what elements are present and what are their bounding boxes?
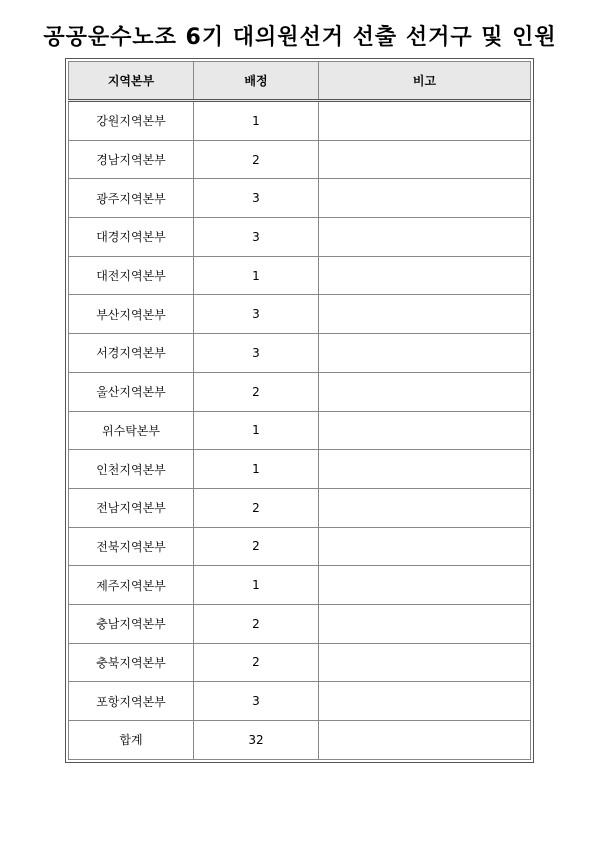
region-cell: 합계 <box>69 721 194 760</box>
allocation-table <box>68 61 531 760</box>
count-cell: 2 <box>194 140 319 179</box>
note-cell <box>319 256 531 295</box>
region-cell: 제주지역본부 <box>69 566 194 605</box>
region-cell: 충북지역본부 <box>69 643 194 682</box>
count-cell: 2 <box>194 643 319 682</box>
count-cell: 3 <box>194 334 319 373</box>
count-cell: 1 <box>194 256 319 295</box>
region-cell: 강원지역본부 <box>69 101 194 141</box>
table-row <box>69 682 531 721</box>
region-cell: 충남지역본부 <box>69 604 194 643</box>
count-cell: 3 <box>194 218 319 257</box>
table-row <box>69 527 531 566</box>
region-cell: 전남지역본부 <box>69 488 194 527</box>
table-row <box>69 643 531 682</box>
allocation-table-frame <box>65 58 534 763</box>
region-cell: 위수탁본부 <box>69 411 194 450</box>
table-row <box>69 295 531 334</box>
note-cell <box>319 411 531 450</box>
table-row <box>69 566 531 605</box>
table-row <box>69 218 531 257</box>
table-row <box>69 334 531 373</box>
region-cell: 울산지역본부 <box>69 372 194 411</box>
table-row <box>69 140 531 179</box>
note-cell <box>319 643 531 682</box>
note-cell <box>319 140 531 179</box>
note-cell <box>319 218 531 257</box>
count-cell: 3 <box>194 295 319 334</box>
header-count: 배정 <box>194 62 319 101</box>
count-cell: 2 <box>194 488 319 527</box>
region-cell: 대경지역본부 <box>69 218 194 257</box>
note-cell <box>319 450 531 489</box>
count-cell: 2 <box>194 527 319 566</box>
table-row <box>69 604 531 643</box>
region-cell: 대전지역본부 <box>69 256 194 295</box>
note-cell <box>319 566 531 605</box>
region-cell: 부산지역본부 <box>69 295 194 334</box>
table-row <box>69 372 531 411</box>
note-cell <box>319 295 531 334</box>
count-cell: 1 <box>194 566 319 605</box>
table-row <box>69 488 531 527</box>
table-row <box>69 450 531 489</box>
note-cell <box>319 179 531 218</box>
count-cell: 2 <box>194 372 319 411</box>
note-cell <box>319 488 531 527</box>
count-cell: 1 <box>194 101 319 141</box>
note-cell <box>319 334 531 373</box>
region-cell: 인천지역본부 <box>69 450 194 489</box>
table-row <box>69 101 531 141</box>
table-row <box>69 411 531 450</box>
table-row <box>69 179 531 218</box>
region-cell: 전북지역본부 <box>69 527 194 566</box>
count-cell: 1 <box>194 450 319 489</box>
header-note: 비고 <box>319 62 531 101</box>
note-cell <box>319 604 531 643</box>
count-cell: 1 <box>194 411 319 450</box>
region-cell: 서경지역본부 <box>69 334 194 373</box>
region-cell: 포항지역본부 <box>69 682 194 721</box>
count-cell: 3 <box>194 682 319 721</box>
count-cell: 3 <box>194 179 319 218</box>
page-title: 공공운수노조 6기 대의원선거 선출 선거구 및 인원 <box>43 25 557 50</box>
note-cell <box>319 527 531 566</box>
table-body <box>69 101 531 760</box>
note-cell <box>319 101 531 141</box>
count-cell: 32 <box>194 721 319 760</box>
count-cell: 2 <box>194 604 319 643</box>
table-row <box>69 256 531 295</box>
header-region: 지역본부 <box>69 62 194 101</box>
table-header-row <box>69 62 531 101</box>
table-total-row <box>69 721 531 760</box>
note-cell <box>319 682 531 721</box>
note-cell <box>319 721 531 760</box>
region-cell: 광주지역본부 <box>69 179 194 218</box>
region-cell: 경남지역본부 <box>69 140 194 179</box>
note-cell <box>319 372 531 411</box>
